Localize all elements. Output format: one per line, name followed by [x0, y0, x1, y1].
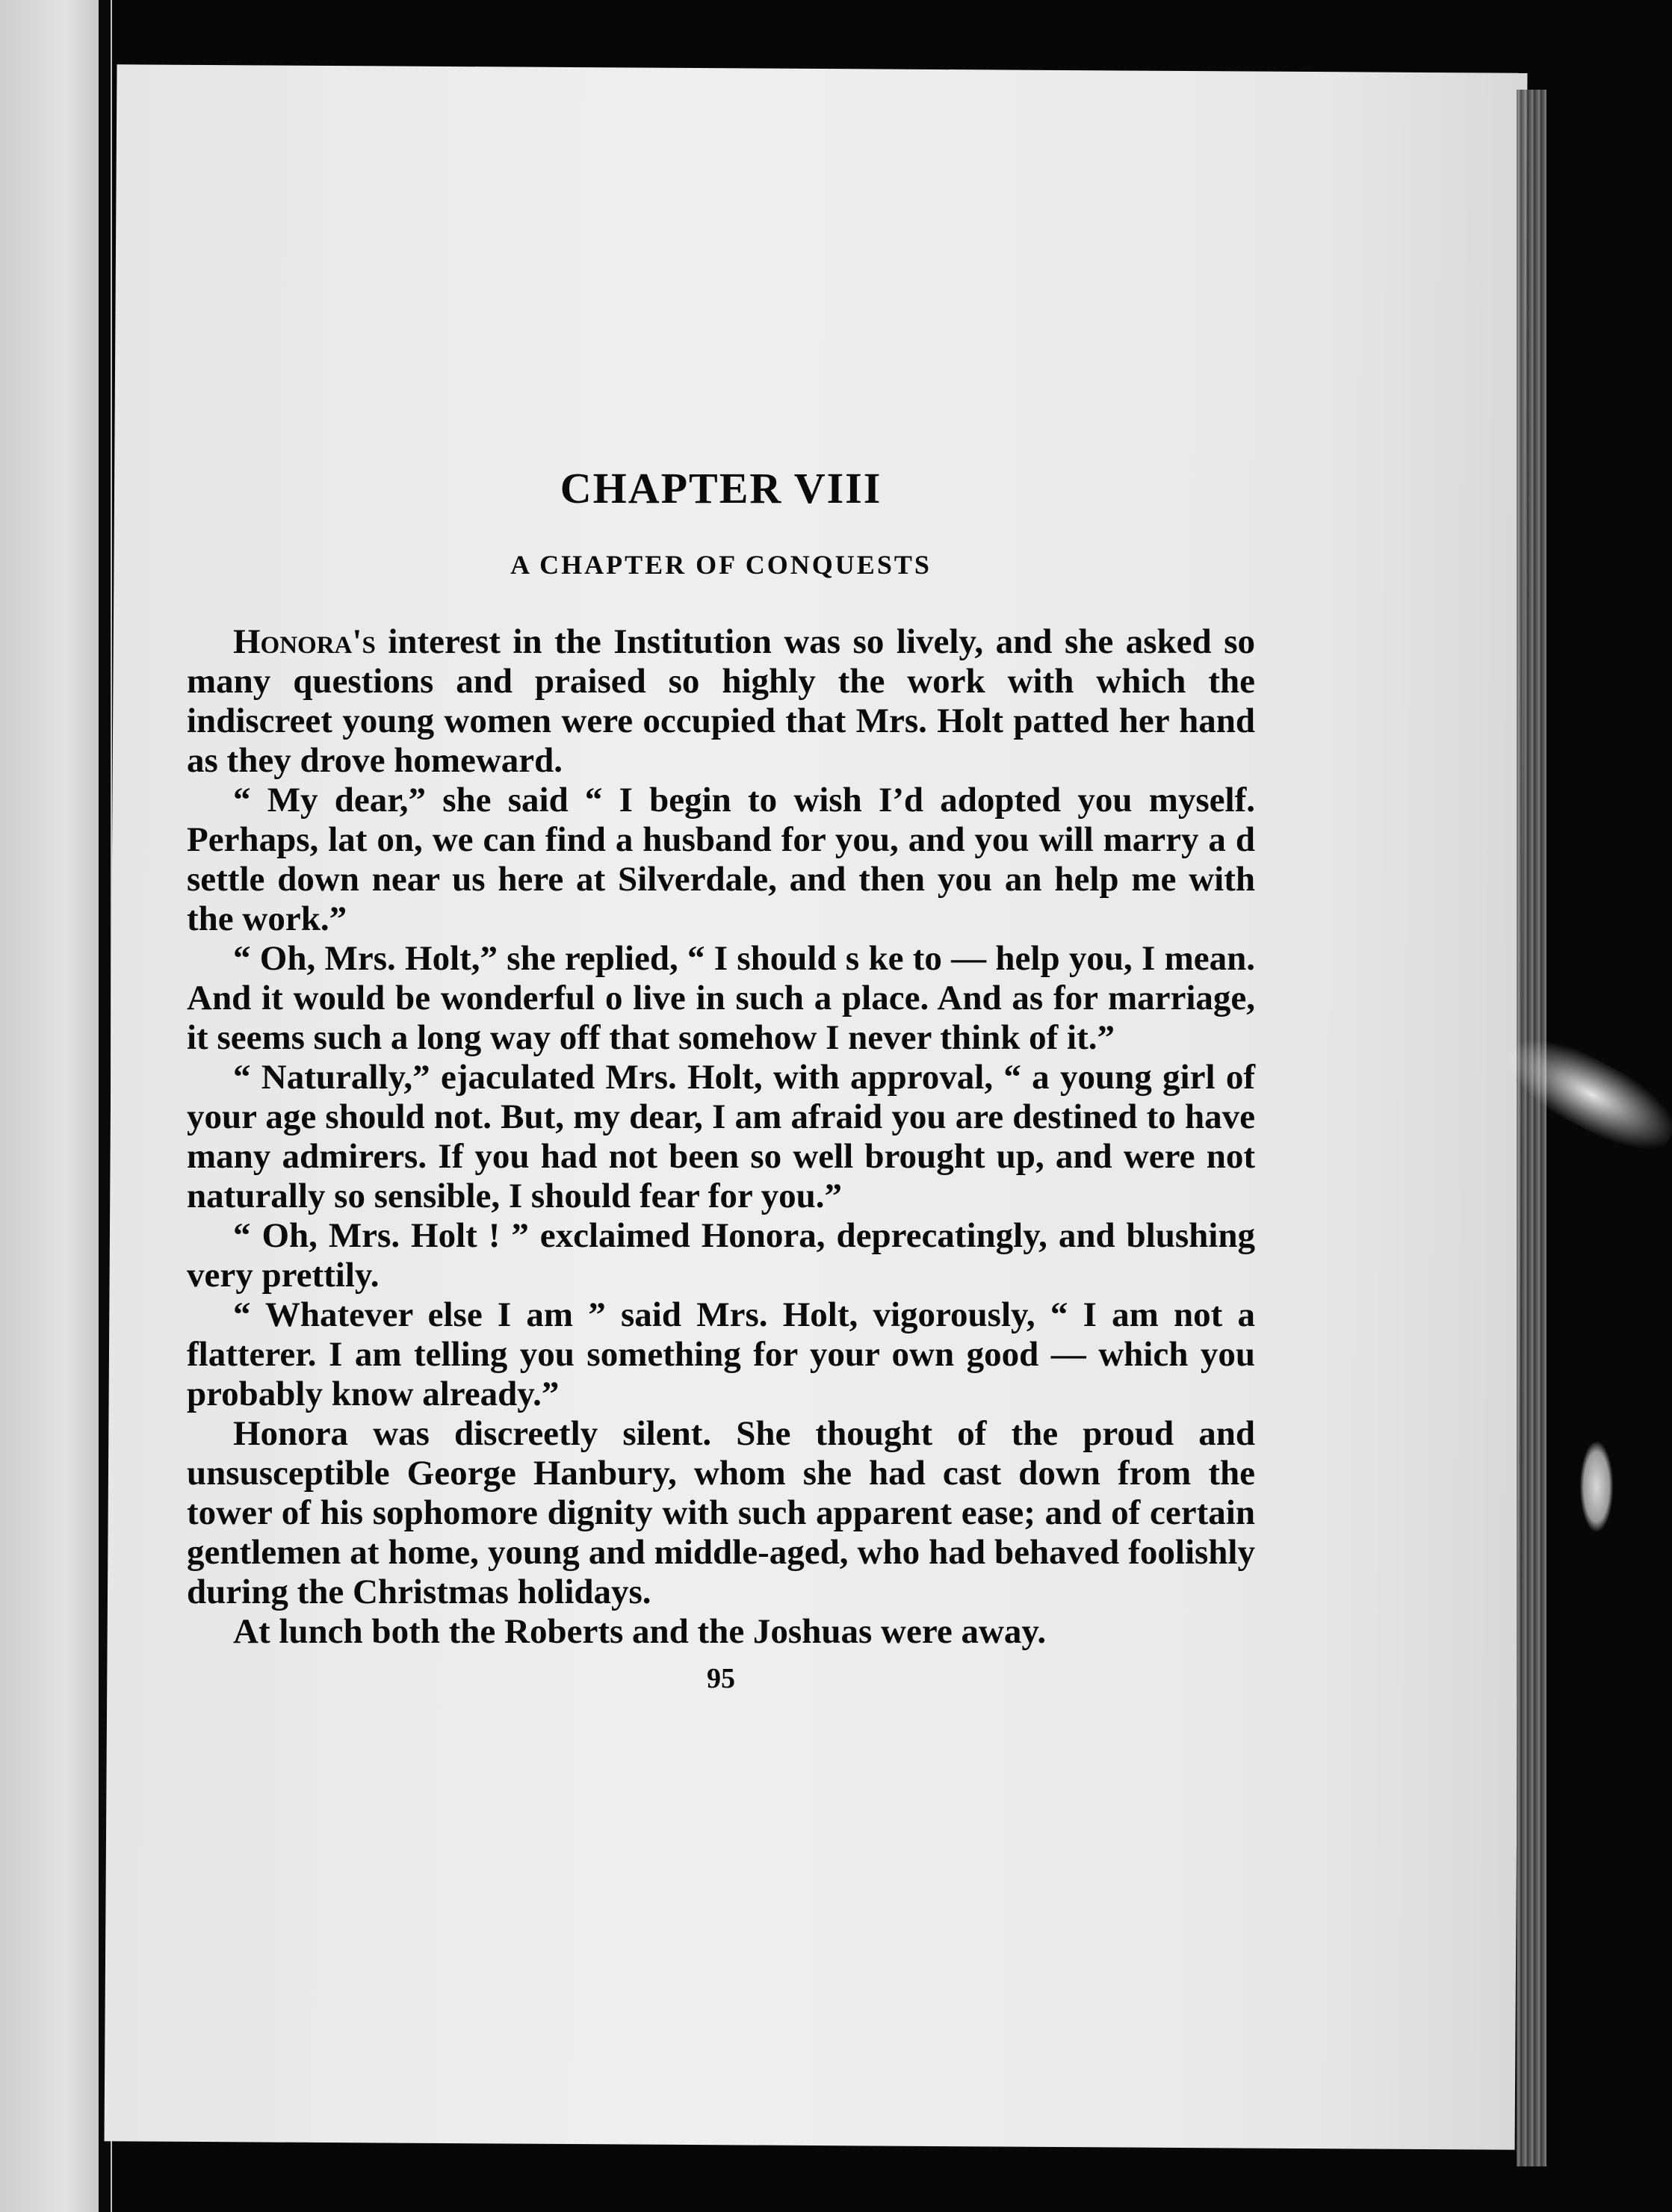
chapter-title: CHAPTER VIII — [560, 464, 882, 512]
paragraph-1 — [187, 622, 1255, 781]
paragraph: “ Whatever else I am ” said Mrs. Holt, vigorously, “ I am not a flatterer. I am telling you something for your own good — which you probably know already.” — [187, 1295, 1255, 1413]
opening-word: Honora's — [233, 622, 376, 661]
dust-speck — [1580, 1442, 1613, 1531]
paragraph: At lunch both the Roberts and the Joshuas were away. — [233, 1612, 1047, 1651]
paragraph: Honora was discreetly silent. She thought of the proud and unsusceptible George Hanbury, whom she had cast down from the tower of his sophomore dignity with such apparent ease; and of certain gentlemen at home, young and middle-aged, who had behaved foolishly during the Christmas holidays. — [187, 1414, 1255, 1611]
paragraph: “ Oh, Mrs. Holt,” she replied, “ I should s ke to — help you, I mean. And it would be wonderful o live in such a place. And as for marriage, it seems such a long way off that somehow I never think of it.” — [187, 939, 1255, 1057]
chapter-subtitle: A CHAPTER OF CONQUESTS — [510, 550, 932, 580]
paragraph: “ Oh, Mrs. Holt ! ” exclaimed Honora, deprecatingly, and blushing very prettily. — [187, 1216, 1255, 1295]
paragraph: “ Naturally,” ejaculated Mrs. Holt, with approval, “ a young girl of your age should not. But, my dear, I am afraid you are destined to have many admirers. If you had not been so well brought up, and were not naturally so sensible, I should fear for you.” — [187, 1058, 1255, 1215]
previous-page-edge — [0, 0, 112, 2212]
page-stack-edge — [1517, 90, 1546, 2166]
paragraph: “ My dear,” she said “ I begin to wish I’d adopted you myself. Perhaps, lat on, we can find a husband for you, and you will marry a d settle down near us here at Silverdale, and then you an help me with the work.” — [187, 781, 1255, 938]
page-text — [187, 463, 1255, 1695]
page-number: 95 — [707, 1663, 735, 1694]
paragraph-1-text: interest in the Institution was so lively, and she asked so many questions and praised so highly the work with which the indiscreet young women were occupied that Mrs. Holt patted her hand as they drove homeward. — [187, 622, 1255, 780]
